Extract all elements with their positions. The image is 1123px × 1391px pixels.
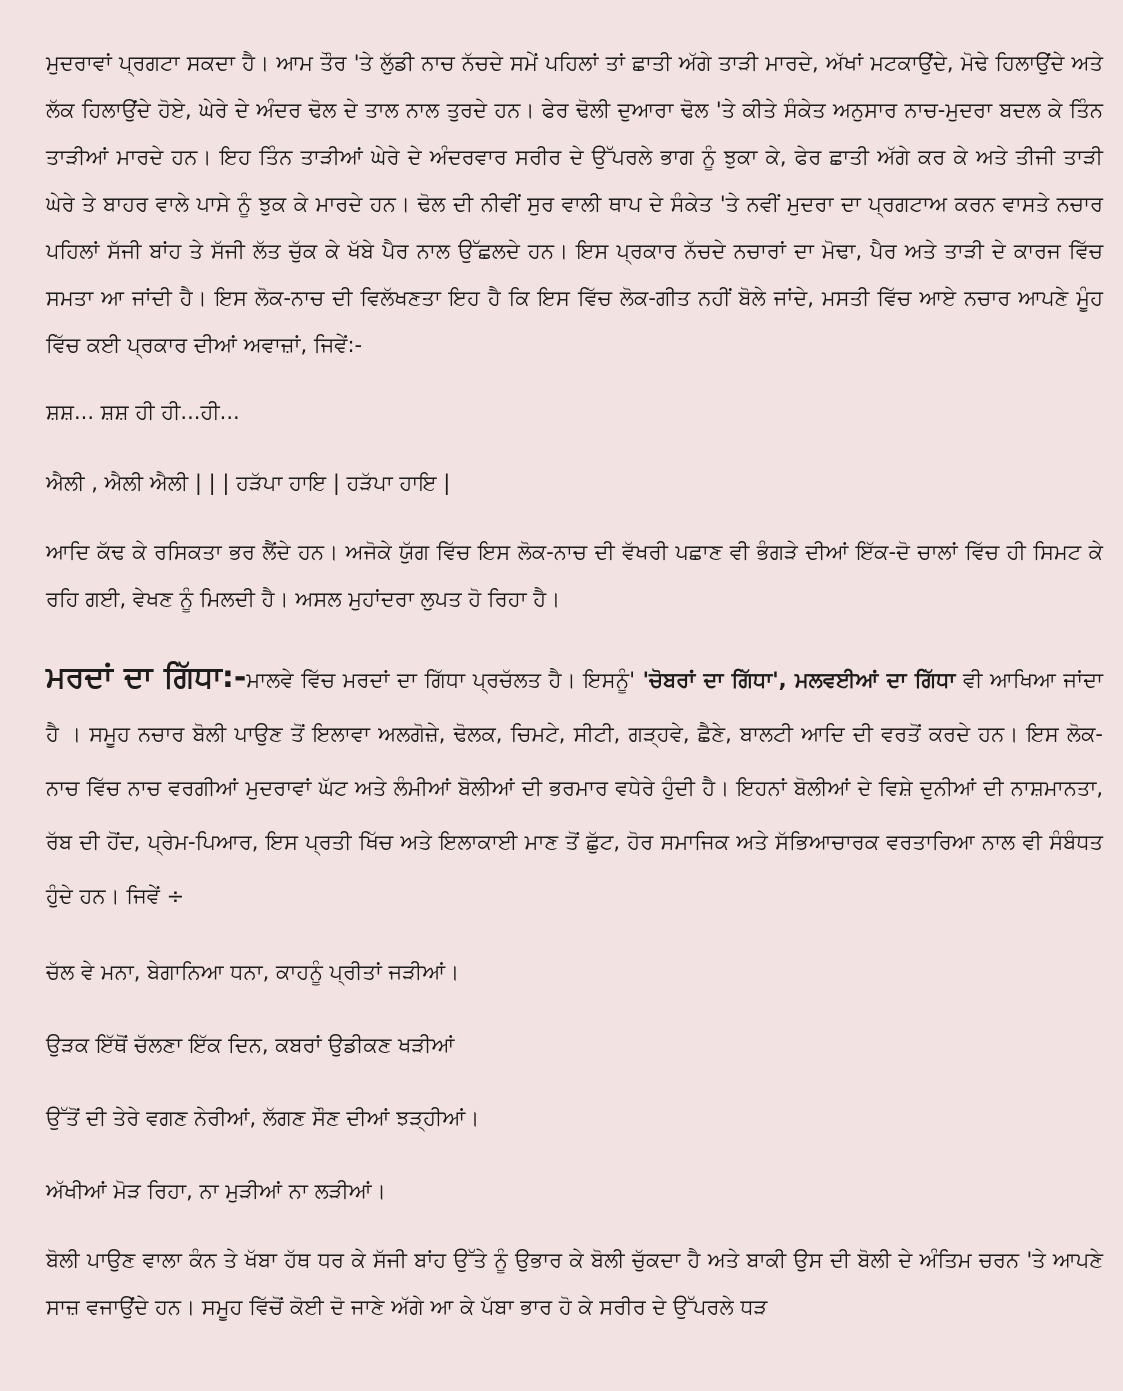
verse-line: ਅੱਖੀਆਂ ਮੋੜ ਰਿਹਾ, ਨਾ ਮੁੜੀਆਂ ਨਾ ਲੜੀਆਂ। [46, 1179, 386, 1203]
section-mardan-da-gidha [46, 651, 1103, 923]
section-alt-names: 'ਚੋਬਰਾਂ ਦਾ ਗਿੱਧਾ', ਮਲਵਈਆਂ ਦਾ ਗਿੱਧਾ [642, 668, 956, 692]
sound-line-2: ਐਲੀ , ਐਲੀ ਐਲੀ | | | ਹੜੱਪਾ ਹਾਇ | ਹੜੱਪਾ ਹਾਇ | [46, 471, 451, 495]
sound-line-1: ਸ਼ਸ਼... ਸ਼ਸ਼ ਹੀ ਹੀ...ਹੀ... [46, 400, 240, 424]
section-intro: ਮਾਲਵੇ ਵਿੱਚ ਮਰਦਾਂ ਦਾ ਗਿੱਧਾ ਪ੍ਰਚੱਲਤ ਹੈ। ਇਸਨੂੰ' [246, 668, 643, 692]
verse-line: ਚੱਲ ਵੇ ਮਨਾ, ਬੇਗਾਨਿਆ ਧਨਾ, ਕਾਹਨੂੰ ਪ੍ਰੀਤਾਂ ਜੜੀਆਂ। [46, 960, 460, 984]
paragraph-boli-performance: ਬੋਲੀ ਪਾਉਣ ਵਾਲਾ ਕੰਨ ਤੇ ਖੱਬਾ ਹੱਥ ਧਰ ਕੇ ਸੱਜੀ ਬਾਂਹ ਉੱਤੇ ਨੂੰ ਉਭਾਰ ਕੇ ਬੋਲੀ ਚੁੱਕਦਾ ਹੈ ਅਤੇ ਬਾਕੀ ਉਸ ਦੀ ਬੋਲੀ ਦੇ ਅੰਤਿਮ ਚਰਨ 'ਤੇ ਆਪਣੇ ਸਾਜ਼ ਵਜਾਉਂਦੇ ਹਨ। ਸਮੂਹ ਵਿੱਚੋਂ ਕੋਈ ਦੋ ਜਾਣੇ ਅੱਗੇ ਆ ਕੇ ਪੱਬਾ ਭਾਰ ਹੋ ਕੇ ਸਰੀਰ ਦੇ ਉੱਪਰਲੇ ਧੜ [46, 1248, 1103, 1319]
section-body: ਵੀ ਆਖਿਆ ਜਾਂਦਾ ਹੈ । ਸਮੂਹ ਨਚਾਰ ਬੋਲੀ ਪਾਉਣ ਤੋਂ ਇਲਾਵਾ ਅਲਗੋਜ਼ੇ, ਢੋਲਕ, ਚਿਮਟੇ, ਸੀਟੀ, ਗੜ੍ਹਵੇ, ਛੈਣੇ, ਬਾਲਟੀ ਆਦਿ ਦੀ ਵਰਤੋਂ ਕਰਦੇ ਹਨ। ਇਸ ਲੋਕ-ਨਾਚ ਵਿੱਚ ਨਾਚ ਵਰਗੀਆਂ ਮੁਦਰਾਵਾਂ ਘੱਟ ਅਤੇ ਲੰਮੀਆਂ ਬੋਲੀਆਂ ਦੀ ਭਰਮਾਰ ਵਧੇਰੇ ਹੁੰਦੀ ਹੈ। ਇਹਨਾਂ ਬੋਲੀਆਂ ਦੇ ਵਿਸ਼ੇ ਦੁਨੀਆਂ ਦੀ ਨਾਸ਼ਮਾਨਤਾ, ਰੱਬ ਦੀ ਹੋਂਦ, ਪ੍ਰੇਮ-ਪਿਆਰ, ਇਸ ਪ੍ਰਤੀ ਖਿੱਚ ਅਤੇ ਇਲਾਕਾਈ ਮਾਣ ਤੋਂ ਛੁੱਟ, ਹੋਰ ਸਮਾਜਿਕ ਅਤੇ ਸੱਭਿਆਚਾਰਕ ਵਰਤਾਰਿਆ ਨਾਲ ਵੀ ਸੰਬੰਧਤ ਹੁੰਦੇ ਹਨ। ਜਿਵੇਂ ÷ [46, 668, 1103, 908]
paragraph-ludi-dance: ਮੁਦਰਾਵਾਂ ਪ੍ਰਗਟਾ ਸਕਦਾ ਹੈ। ਆਮ ਤੌਰ 'ਤੇ ਲੁੱਡੀ ਨਾਚ ਨੱਚਦੇ ਸਮੇਂ ਪਹਿਲਾਂ ਤਾਂ ਛਾਤੀ ਅੱਗੇ ਤਾੜੀ ਮਾਰਦੇ, ਅੱਖਾਂ ਮਟਕਾਉਂਦੇ, ਮੋਢੇ ਹਿਲਾਉਂਦੇ ਅਤੇ ਲੱਕ ਹਿਲਾਉਂਦੇ ਹੋਏ, ਘੇਰੇ ਦੇ ਅੰਦਰ ਢੋਲ ਦੇ ਤਾਲ ਨਾਲ ਤੁਰਦੇ ਹਨ। ਫੇਰ ਢੋਲੀ ਦੁਆਰਾ ਢੋਲ 'ਤੇ ਕੀਤੇ ਸੰਕੇਤ ਅਨੁਸਾਰ ਨਾਚ-ਮੁਦਰਾ ਬਦਲ ਕੇ ਤਿੰਨ ਤਾੜੀਆਂ ਮਾਰਦੇ ਹਨ। ਇਹ ਤਿੰਨ ਤਾੜੀਆਂ ਘੇਰੇ ਦੇ ਅੰਦਰਵਾਰ ਸਰੀਰ ਦੇ ਉੱਪਰਲੇ ਭਾਗ ਨੂੰ ਝੁਕਾ ਕੇ, ਫੇਰ ਛਾਤੀ ਅੱਗੇ ਕਰ ਕੇ ਅਤੇ ਤੀਜੀ ਤਾੜੀ ਘੇਰੇ ਤੇ ਬਾਹਰ ਵਾਲੇ ਪਾਸੇ ਨੂੰ ਝੁਕ ਕੇ ਮਾਰਦੇ ਹਨ। ਢੋਲ ਦੀ ਨੀਵੀਂ ਸੁਰ ਵਾਲੀ ਥਾਪ ਦੇ ਸੰਕੇਤ 'ਤੇ ਨਵੀਂ ਮੁਦਰਾ ਦਾ ਪ੍ਰਗਟਾਅ ਕਰਨ ਵਾਸਤੇ ਨਚਾਰ ਪਹਿਲਾਂ ਸੱਜੀ ਬਾਂਹ ਤੇ ਸੱਜੀ ਲੱਤ ਚੁੱਕ ਕੇ ਖੱਬੇ ਪੈਰ ਨਾਲ ਉੱਛਲਦੇ ਹਨ। ਇਸ ਪ੍ਰਕਾਰ ਨੱਚਦੇ ਨਚਾਰਾਂ ਦਾ ਮੋਢਾ, ਪੈਰ ਅਤੇ ਤਾੜੀ ਦੇ ਕਾਰਜ ਵਿੱਚ ਸਮਤਾ ਆ ਜਾਂਦੀ ਹੈ। ਇਸ ਲੋਕ-ਨਾਚ ਦੀ ਵਿਲੱਖਣਤਾ ਇਹ ਹੈ ਕਿ ਇਸ ਵਿੱਚ ਲੋਕ-ਗੀਤ ਨਹੀਂ ਬੋਲੇ ਜਾਂਦੇ, ਮਸਤੀ ਵਿੱਚ ਆਏ ਨਚਾਰ ਆਪਣੇ ਮੂੰਹ ਵਿੱਚ ਕਈ ਪ੍ਰਕਾਰ ਦੀਆਂ ਅਵਾਜ਼ਾਂ, ਜਿਵੇਂ:- [46, 51, 1103, 357]
verse-line: ਉੱਤੋਂ ਦੀ ਤੇਰੇ ਵਗਣ ਨੇਰੀਆਂ, ਲੱਗਣ ਸੌਣ ਦੀਆਂ ਝੜ੍ਹੀਆਂ। [46, 1106, 480, 1130]
verse-line: ਉੜਕ ਇੱਥੋਂ ਚੱਲਣਾ ਇੱਕ ਦਿਨ, ਕਬਰਾਂ ਉਡੀਕਣ ਖੜੀਆਂ [46, 1033, 455, 1057]
section-heading: ਮਰਦਾਂ ਦਾ ਗਿੱਧਾ:- [46, 660, 247, 695]
paragraph-modern-era: ਆਦਿ ਕੱਢ ਕੇ ਰਸਿਕਤਾ ਭਰ ਲੈਂਦੇ ਹਨ। ਅਜੋਕੇ ਯੁੱਗ ਵਿੱਚ ਇਸ ਲੋਕ-ਨਾਚ ਦੀ ਵੱਖਰੀ ਪਛਾਣ ਵੀ ਭੰਗੜੇ ਦੀਆਂ ਇੱਕ-ਦੋ ਚਾਲਾਂ ਵਿੱਚ ਹੀ ਸਿਮਟ ਕੇ ਰਹਿ ਗਈ, ਵੇਖਣ ਨੂੰ ਮਿਲਦੀ ਹੈ। ਅਸਲ ਮੁਹਾਂਦਰਾ ਲੁਪਤ ਹੋ ਰਿਹਾ ਹੈ। [46, 540, 1103, 611]
